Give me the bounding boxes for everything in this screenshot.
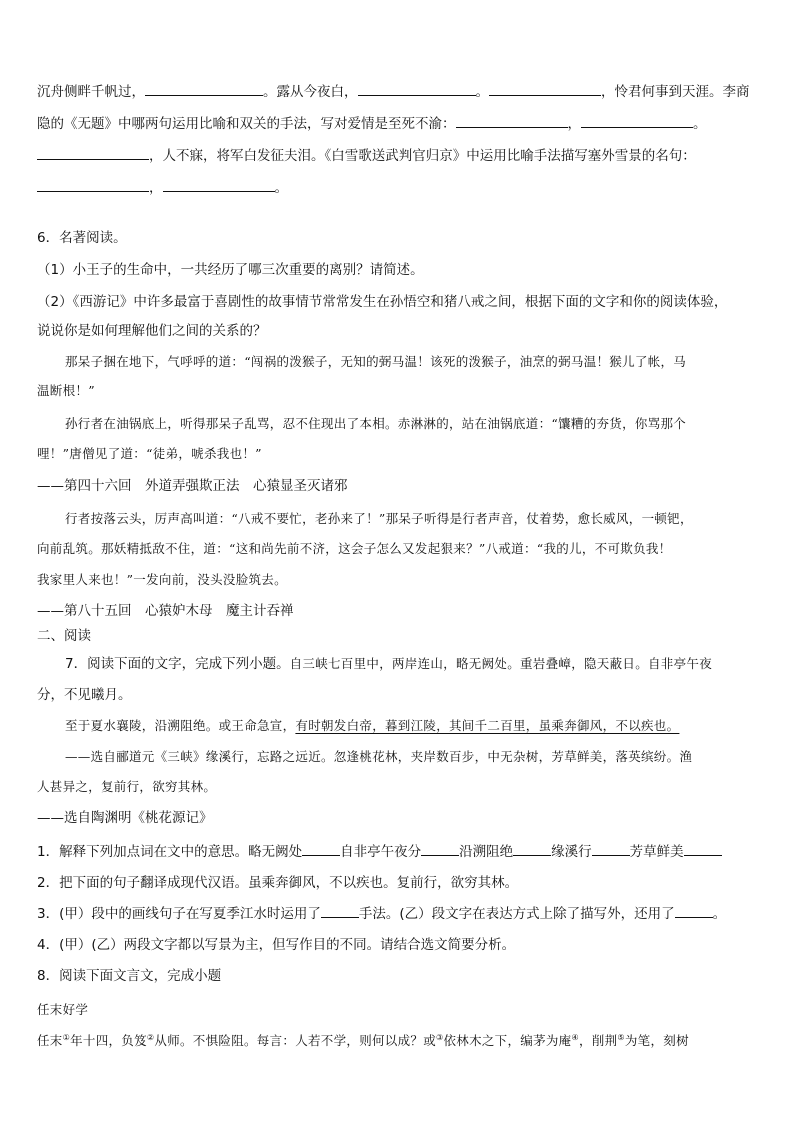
poem-text: 。露从今夜白， [263, 84, 358, 100]
q8-text: 从师。不惧险阻。每言：人若不学，则何以成？或 [154, 1033, 436, 1049]
q7-sub1-text: 1．解释下列加点词在文中的意思。略无阙处 [37, 844, 303, 860]
poem-text: 。 [475, 84, 489, 100]
poem-text: ，人不寐，将军白发征夫泪。《白雪歌送武判官归京》中运用比喻手法描写塞外雪景的名句： [149, 148, 696, 164]
q6-title: 6．名著阅读。 [37, 230, 127, 246]
chapter-source-1: ——第四十六回 外道弄强欺正法 心猿显圣灭诸邪 [37, 478, 348, 494]
footnote-mark: ③ [436, 1033, 444, 1042]
answer-blank[interactable] [321, 904, 359, 918]
answer-blank[interactable] [421, 842, 459, 856]
excerpt-3: 行者按落云头，厉声高叫道：“八戒不要忙，老孙来了！”那呆子听得是行者声音，仗着势，愈长威风，一顿钯， [65, 511, 693, 526]
excerpt-1-cont: 温断根！” [37, 383, 95, 398]
passage-a-text: 自三峡七百里中，两岸连山，略无阙处。重岩叠嶂，隐天蔽日。自非亭午夜 [289, 656, 712, 671]
q7-intro: 7．阅读下面的文字，完成下列小题。 [65, 656, 290, 672]
answer-blank[interactable] [302, 842, 340, 856]
q6-part1: （1）小王子的生命中，一共经历了哪三次重要的离别？请简述。 [37, 262, 424, 278]
poem-line-3 [37, 146, 762, 166]
passage-a-text: 至于夏水襄陵，沿溯阻绝。或王命急宣， [65, 718, 296, 733]
excerpt-3-cont: 我家里人来也！”一发向前，没头没脸筑去。 [37, 572, 287, 587]
q7-sub2: 2．把下面的句子翻译成现代汉语。虽乘奔御风，不以疾也。复前行，欲穷其林。 [37, 875, 519, 891]
q7-sub3 [37, 904, 762, 924]
answer-blank[interactable] [489, 82, 601, 96]
passage-b-source: ——选自陶渊明《桃花源记》 [37, 810, 213, 826]
q7-sub1-text: 芳草鲜美 [629, 844, 684, 860]
poem-text: 沉舟侧畔千帆过， [37, 84, 145, 100]
answer-blank[interactable] [37, 178, 149, 192]
excerpt-2-cont: 哩！”唐僧见了道：“徒弟，唬杀我也！” [37, 446, 262, 461]
passage-b-cont: 人甚异之，复前行，欲穷其林。 [37, 779, 217, 794]
footnote-mark: ② [146, 1033, 155, 1042]
q7-sub1-text: 自非亭午夜分 [340, 844, 422, 860]
excerpt-3-cont: 向前乱筑。那妖精抵敌不住，道：“这和尚先前不济，这会子怎么又发起狠来？”八戒道：“我的儿，不可欺负我！ [37, 541, 672, 556]
poem-text: ， [149, 180, 163, 196]
poem-text: ，怜君何事到天涯。李商 [601, 84, 750, 100]
answer-blank[interactable] [684, 842, 722, 856]
excerpt-2: 孙行者在油锅底上，听得那呆子乱骂，忍不住现出了本相。赤淋淋的，站在油锅底道：“馕糟的夯货，你骂那个 [65, 416, 687, 431]
answer-blank[interactable] [513, 842, 551, 856]
q6-part2: （2）《西游记》中许多最富于喜剧性的故事情节常常发生在孙悟空和猪八戒之间，根据下面的文字和你的阅读体验， [37, 294, 728, 310]
q7-sub3-text: 手法。(乙）段文字在表达方式上除了描写外，还用了 [358, 906, 675, 922]
section-title: 二、阅读 [37, 628, 91, 644]
chapter-source-2: ——第八十五回 心猿妒木母 魔主计吞禅 [37, 603, 294, 619]
poem-line-4 [37, 178, 762, 198]
poem-text: 。 [274, 180, 288, 196]
q8-text: 任末 [37, 1033, 63, 1049]
excerpt-1: 那呆子捆在地下，气呼呼的道：“闯祸的泼猴子，无知的弼马温！该死的泼猴子，油烹的弼马温！猴儿了帐，马 [65, 354, 687, 369]
answer-blank[interactable] [163, 178, 275, 192]
q7-sub1 [37, 842, 762, 862]
q7-intro-line [65, 654, 762, 674]
q8-text: ，削荆 [578, 1033, 618, 1049]
footnote-mark: ⑤ [617, 1033, 625, 1042]
q6-part2-cont: 说说你是如何理解他们之间的关系的？ [37, 323, 267, 339]
answer-blank[interactable] [675, 904, 713, 918]
q8-passage-title: 任末好学 [37, 1002, 89, 1017]
footnote-mark: ① [62, 1033, 71, 1042]
poem-line-2 [37, 114, 762, 134]
underlined-sentence: 有时朝发白帝，暮到江陵，其间千二百里，虽乘奔御风，不以疾也。 [295, 718, 680, 733]
poem-line-1 [37, 82, 762, 102]
answer-blank[interactable] [456, 114, 568, 128]
answer-blank[interactable] [358, 82, 476, 96]
poem-text: 隐的《无题》中哪两句运用比喻和双关的手法，写对爱情是至死不渝： [37, 116, 456, 132]
passage-a-cont: 分，不见曦月。 [37, 687, 132, 703]
q8-text: 为笔，刻树 [624, 1033, 689, 1049]
q8-text: 依林木之下，编茅为庵 [443, 1033, 572, 1049]
answer-blank[interactable] [581, 114, 693, 128]
q8-text: 年十四，负笈 [70, 1033, 147, 1049]
poem-text: 。 [693, 116, 707, 132]
q8-passage [37, 1028, 762, 1051]
footnote-mark: ④ [571, 1033, 579, 1042]
q7-sub3-text: 。 [712, 906, 727, 922]
passage-a-line-3 [65, 716, 762, 736]
passage-b: ——选自郦道元《三峡》缘溪行，忘路之远近。忽逢桃花林，夹岸数百步，中无杂树，芳草鲜美，落英缤纷。渔 [65, 749, 693, 764]
answer-blank[interactable] [37, 146, 149, 160]
q7-sub3-text: 3．(甲）段中的画线句子在写夏季江水时运用了 [37, 906, 321, 922]
answer-blank[interactable] [592, 842, 630, 856]
q7-sub4: 4．(甲）(乙）两段文字都以写景为主，但写作目的不同。请结合选文简要分析。 [37, 937, 516, 953]
answer-blank[interactable] [145, 82, 263, 96]
q8-intro: 8．阅读下面文言文，完成小题 [37, 968, 222, 984]
poem-text: ， [567, 116, 581, 132]
q7-sub1-text: 沿溯阻绝 [459, 844, 514, 860]
q7-sub1-text: 缘溪行 [551, 844, 592, 860]
